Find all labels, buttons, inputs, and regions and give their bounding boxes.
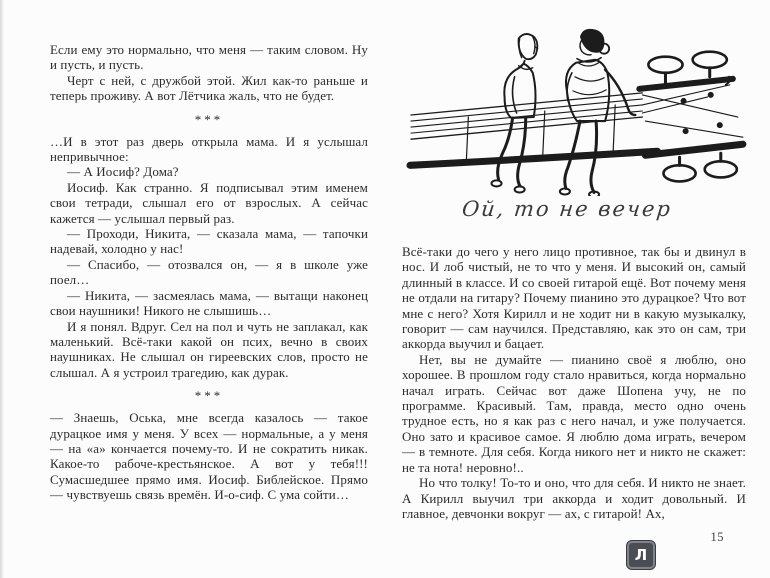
book-paragraph: — Проходи, Никита, — сказала мама, — тапочки надевай, холодно у нас! — [50, 226, 368, 257]
book-paragraph: И я понял. Вдруг. Сел на пол и чуть не заплакал, как маленький. Всё-таки какой он псих, вечно в своих наушниках. Не слышал он гиреевских слов, просто не слышал. А я устроил трагедию, как дурак. — [50, 318, 368, 380]
illustration-caption: Ой, то не вечер — [460, 197, 674, 221]
watermark-letter: Л — [634, 545, 648, 564]
book-paragraph: Если ему это нормально, что меня — таким словом. Ну и пусть, и пусть. — [50, 42, 368, 73]
book-paragraph: Нет, вы не думайте — пианино своё я люблю, оно хорошее. В прошлом году стало нравиться, когда нормально начал играть. Сейчас вот даже Шопена учу, не по программе. Красивый. Там, правда, место одно очень трудное есть, но я как раз с него начал, и уже получается. Оно зато и красивое самое. Я люблю дома играть, вечером — в темноте. Для себя. Когда никого нет и никто не скажет: не та нота! неровно!.. — [402, 351, 746, 475]
book-paragraph: Всё-таки до чего у него лицо противное, так бы и двинул в нос. И лоб чистый, не то что у меня. И высокий он, самый длинный в классе. И со своей гитарой ещё. Вот почему меня не отдали на гитару? Почему пианино это дурацкое? Что вот мне с него? Хотя Кирилл и не ходит ни в какую музыкалку, говорит — сам научился. Представляю, как это он сам, три аккорда выучил и бацает. — [402, 244, 746, 352]
book-paragraph: …И в этот раз дверь открыла мама. И я услышал непривычное: — [50, 133, 368, 165]
page-number: 15 — [710, 530, 724, 544]
right-page-text-column — [402, 244, 746, 521]
page-edge-shadow — [0, 0, 4, 578]
left-page-text-column — [50, 42, 368, 503]
section-separator: *** — [194, 111, 224, 127]
book-paragraph: — Спасибо, — отозвался он, — я в школе уже поел… — [50, 256, 368, 288]
book-paragraph: Черт с ней, с дружбой этой. Жил как-то раньше и теперь проживу. А вот Лётчика жаль, что не будет. — [50, 72, 368, 104]
book-paragraph: — Никита, — засмеялась мама, — вытащи наконец свои наушники! Никого не слышишь… — [50, 287, 368, 319]
guitar-neck-illustration — [406, 24, 758, 196]
book-paragraph: — А Иосиф? Дома? — [67, 164, 179, 180]
section-separator: *** — [194, 388, 224, 404]
watermark-logo — [627, 541, 655, 569]
book-paragraph: Иосиф. Как странно. Я подписывал этим именем свои тетради, слышал его от взрослых. А сейчас кажется — услышал первый раз. — [50, 179, 368, 226]
ink-drawing-icon — [406, 24, 758, 196]
book-paragraph: Но что толку! То-то и оно, что для себя. И никто не знает. А Кирилл выучил три аккорда и ходит довольный. И главное, девчонки вокруг — ах, с гитарой! Ах, — [402, 475, 746, 521]
book-paragraph: — Знаешь, Оська, мне всегда казалось — такое дурацкое имя у меня. У всех — нормальные, а у меня — на «а» кончается почему-то. И не сократить никак. Какое-то рабоче-крестьянское. А вот у тебя!!! Сумасшедшее прямо имя. Иосиф. Библейское. Прямо — чувствуешь связь времён. И-о-сиф. С ума сойти… — [50, 410, 368, 503]
